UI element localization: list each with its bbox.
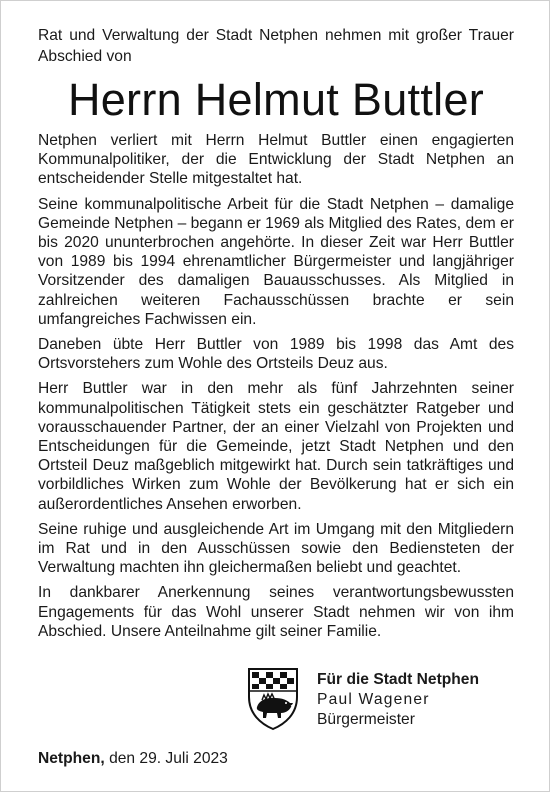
footer-place: Netphen, — [38, 750, 105, 767]
paragraph-2: Seine kommunalpolitische Arbeit für die Stadt Netphen – damalige Gemeinde Netphen – begann er 1969 als Mitglied des Rates, dem er bis 2020 ununterbrochen angehörte. In dieser Zeit war Herr Buttler von 1989 bis 1994 ehrenamtlicher Bürgermeister und langjähriger Vorsitzender des damaligen Bauausschusses. Als Mitglied in zahlreichen weiteren Fachausschüssen brachte er sein umfangreiches Fachwissen ein. — [38, 195, 514, 328]
paragraph-1: Netphen verliert mit Herrn Helmut Buttler einen engagierten Kommunalpolitiker, der die Entwicklung der Stadt Netphen an entscheidender Stelle mitgestaltet hat. — [38, 132, 514, 188]
obituary-body — [38, 131, 514, 647]
paragraph-3: Daneben übte Herr Buttler von 1989 bis 1998 das Amt des Ortsvorstehers zum Wohle des Ortsteils Deuz aus. — [38, 336, 514, 373]
signature-block — [247, 667, 527, 735]
signature-organization: Für die Stadt Netphen — [317, 671, 480, 688]
paragraph-6: In dankbarer Anerkennung seines verantwortungsbewussten Engagements für das Wohl unserer Stadt nehmen wir von ihm Abschied. Unsere Anteilnahme gilt seiner Familie. — [38, 584, 514, 640]
coat-of-arms-boar-icon — [247, 667, 299, 731]
signature-text — [317, 670, 479, 730]
intro-text: Rat und Verwaltung der Stadt Netphen nehmen mit großer Trauer Abschied von — [38, 27, 514, 65]
footer-date: den 29. Juli 2023 — [109, 750, 228, 767]
deceased-name-headline: Herrn Helmut Buttler — [67, 74, 485, 125]
paragraph-5: Seine ruhige und ausgleichende Art im Umgang mit den Mitgliedern im Rat und in den Ausschüssen sowie den Bediensteten der Verwaltung machten ihn gleichermaßen beliebt und geachtet. — [38, 520, 514, 577]
paragraph-4: Herr Buttler war in den mehr als fünf Jahrzehnten seiner kommunalpolitischen Tätigkeit stets ein geschätzter Ratgeber und vorausschauender Partner, der an einer Vielzahl von Projekten und Entscheidungen für die Gemeinde, jetzt Stadt Netphen und den Ortsteil Deuz maßgeblich mitgewirkt hat. Durch sein tatkräftiges und vorbildliches Wirken zum Wohle der Bevölkerung hat er sich ein außerordentliches Ansehen erworben. — [38, 380, 514, 513]
signature-title: Bürgermeister — [317, 711, 415, 728]
signature-name: Paul Wagener — [317, 691, 430, 708]
place-date-line — [38, 749, 228, 769]
